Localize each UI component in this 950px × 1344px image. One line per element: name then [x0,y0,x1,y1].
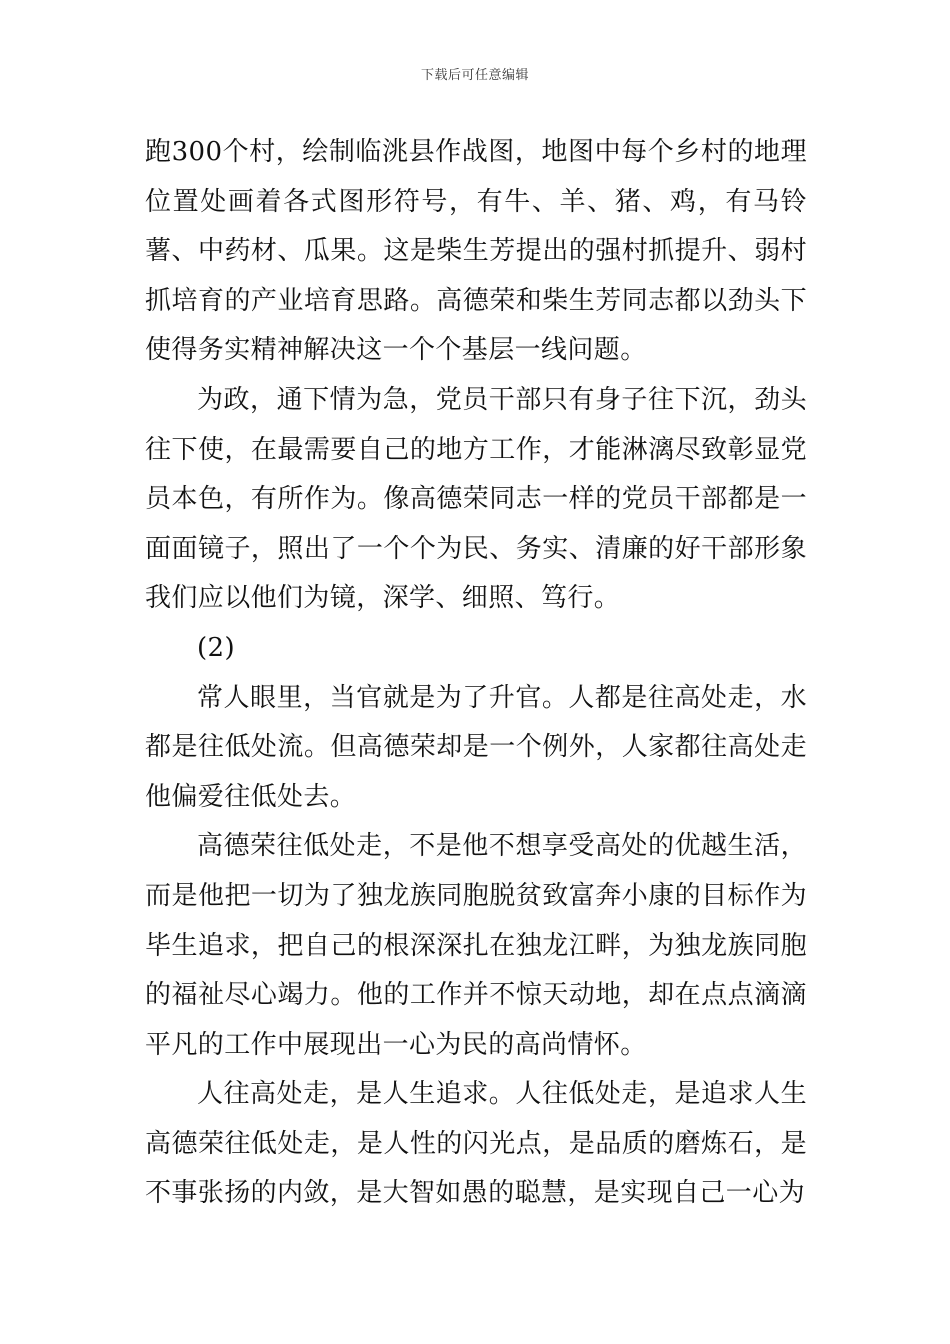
paragraph-5: 人往高处走，是人生追求。人往低处走，是追求人生高德荣往低处走，是人性的闪光点，是品质的磨炼石，是不事张扬的内敛，是大智如愚的聪慧，是实现自己一心为 [145,1079,807,1209]
paragraph-3: 常人眼里，当官就是为了升官。人都是往高处走，水都是往低处流。但高德荣却是一个例外，人家都往高处走他偏爱往低处去。 [145,682,807,812]
paragraph-2: 为政，通下情为急，党员干部只有身子往下沉，劲头往下使，在最需要自己的地方工作，才能淋漓尽致彰显党员本色，有所作为。像高德荣同志一样的党员干部都是一面面镜子，照出了一个个为民、务实、清廉的好干部形象我们应以他们为镜，深学、细照、笃行。 [145,384,807,614]
section-marker: (2) [197,632,236,663]
page-header-note: 下载后可任意编辑 [420,68,529,83]
document-body [145,128,807,1219]
paragraph-4: 高德荣往低处走，不是他不想享受高处的优越生活，而是他把一切为了独龙族同胞脱贫致富奔小康的目标作为毕生追求，把自己的根深深扎在独龙江畔，为独龙族同胞的福祉尽心竭力。他的工作并不惊天动地，却在点点滴滴平凡的工作中展现出一心为民的高尚情怀。 [145,831,807,1060]
paragraph-1: 跑300个村，绘制临洮县作战图，地图中每个乡村的地理位置处画着各式图形符号，有牛、羊、猪、鸡，有马铃薯、中药材、瓜果。这是柴生芳提出的强村抓提升、弱村抓培育的产业培育思路。高德荣和柴生芳同志都以劲头下使得务实精神解决这一个个基层一线问题。 [145,137,807,366]
